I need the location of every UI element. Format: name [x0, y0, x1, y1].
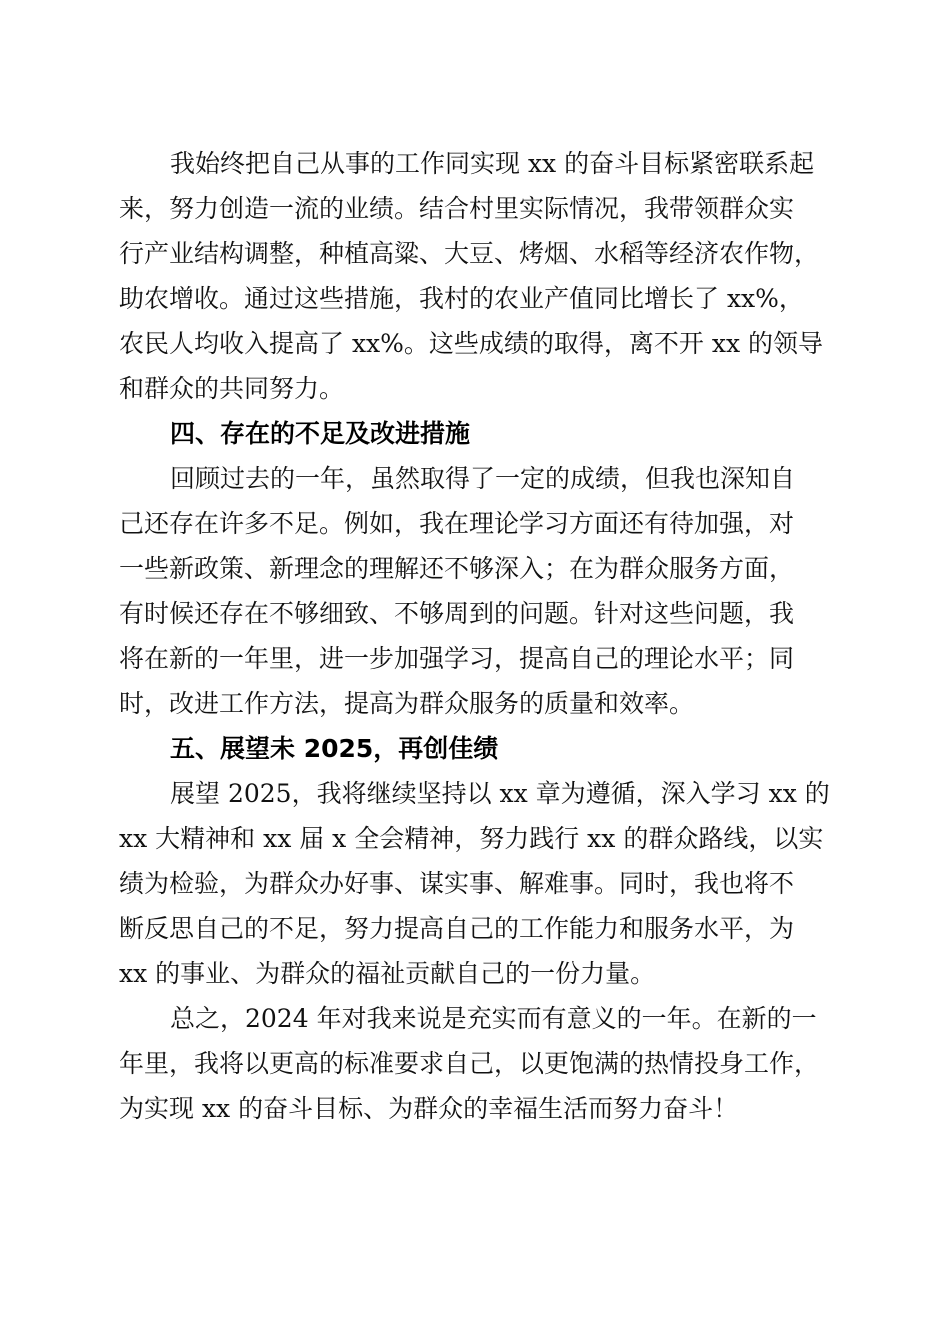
paragraph-line: 总之，2024 年对我来说是充实而有意义的一年。在新的一 — [170, 1004, 817, 1033]
paragraph-line: 来，努力创造一流的业绩。结合村里实际情况，我带领群众实 — [119, 194, 795, 223]
paragraph-line: 我始终把自己从事的工作同实现 xx 的奋斗目标紧密联系起 — [170, 149, 815, 178]
paragraph-line: 时，改进工作方法，提高为群众服务的质量和效率。 — [119, 689, 695, 718]
paragraph-line: 助农增收。通过这些措施，我村的农业产值同比增长了 xx%， — [119, 284, 804, 313]
paragraph-line: 有时候还存在不够细致、不够周到的问题。针对这些问题，我 — [119, 599, 795, 628]
paragraph-line: 展望 2025，我将继续坚持以 xx 章为遵循，深入学习 xx 的 — [170, 779, 830, 808]
paragraph-line: 为实现 xx 的奋斗目标、为群众的幸福生活而努力奋斗！ — [119, 1094, 739, 1123]
paragraph-line: 农民人均收入提高了 xx%。这些成绩的取得，离不开 xx 的领导 — [119, 329, 823, 358]
paragraph-line: 断反思自己的不足，努力提高自己的工作能力和服务水平，为 — [119, 914, 795, 943]
paragraph-line: 年里，我将以更高的标准要求自己，以更饱满的热情投身工作， — [119, 1049, 820, 1078]
paragraph-line: 行产业结构调整，种植高粱、大豆、烤烟、水稻等经济农作物， — [119, 239, 820, 268]
paragraph-line: 和群众的共同努力。 — [119, 374, 345, 403]
paragraph-line: 将在新的一年里，进一步加强学习，提高自己的理论水平；同 — [119, 644, 795, 673]
section-heading-5: 五、展望未 2025，再创佳绩 — [170, 734, 499, 763]
paragraph-line: xx 大精神和 xx 届 x 全会精神，努力践行 xx 的群众路线，以实 — [119, 824, 824, 853]
paragraph-line: xx 的事业、为群众的福祉贡献自己的一份力量。 — [119, 959, 656, 988]
paragraph-line: 绩为检验，为群众办好事、谋实事、解难事。同时，我也将不 — [119, 869, 795, 898]
section-heading-4: 四、存在的不足及改进措施 — [170, 419, 471, 448]
paragraph-line: 回顾过去的一年，虽然取得了一定的成绩，但我也深知自 — [170, 464, 796, 493]
paragraph-line: 一些新政策、新理念的理解还不够深入；在为群众服务方面， — [119, 554, 795, 583]
paragraph-line: 己还存在许多不足。例如，我在理论学习方面还有待加强，对 — [119, 509, 795, 538]
